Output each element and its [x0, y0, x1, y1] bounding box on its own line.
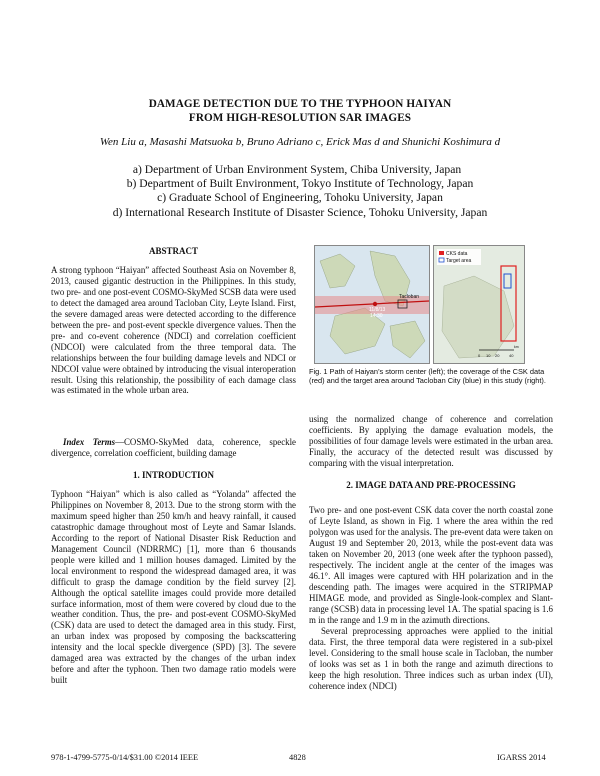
legend-csk-label: CKS data [446, 251, 468, 257]
title-line-1: DAMAGE DETECTION DUE TO THE TYPHOON HAIYAN [148, 98, 452, 110]
footer-page-number: 4828 [289, 753, 306, 762]
figure-storm-path-map [314, 245, 430, 364]
figure-caption: Fig. 1 Path of Haiyan’s storm center (left); the coverage of the CSK data (red) and the target area around Tacloban City (blue) in this study (right). [309, 367, 546, 386]
intro-body [51, 489, 296, 686]
authors: Wen Liu a, Masashi Matsuoka b, Bruno Adriano c, Erick Mas d and Shunichi Koshimura d [99, 136, 501, 148]
affiliations [0, 163, 600, 220]
affiliation-b: b) Department of Built Environment, Tokyo Institute of Technology, Japan [126, 177, 474, 191]
legend-target-label: Target area [446, 258, 472, 264]
intro-text: Typhoon “Haiyan” which is also called as “Yolanda” affected the Philippines on November 8, 2013. Due to the strong storm with the maximum speed higher than 250 km/h and heavy rainfall, it caused catastrophic damage throughout most of Leyte and Samar Islands. According to the report of National Disaster Risk Reduction and Management Council (NDRRMC) [1], more than 6 thousands people were killed and 1 million houses damaged. Limited by the local environment to respond the widespread damaged area, it was difficult to grasp the damage condition by the field survey [2]. Although the optical satellite images could provide more detailed surface information, most of them were covered by cloud due to the weather condition. Thus, the pre- and post-event COSMO-SkyMed (CSK) data are used to detect the damaged area in this study. First, an urban index was proposed by composing the backscattering intensity and the local speckle divergence (SPD) [3]. The severe damaged area was extracted by the changes of the urban index before and after the typhoon. Then two damage ratio models were built [51, 489, 296, 686]
section2-paragraph-1: Two pre- and one post-event CSK data cover the north coastal zone of Leyte Island, as shown in Fig. 1 where the area within the red polygon was used for the analysis. The pre-event data were taken on August 19 and September 20, 2013, while the post-event data was taken on November 20, 2013 (one week after the typhoon passed), respectively. The incident angle at the center of the images was 46.1°. All images were captured with HH polarization and in the descending path. The images were acquired in the STRIPMAP HIMAGE mode, and provided as Single-look-complex and Slant-range (SCSB) data in processing level 1A. The spatial spacing is 1.6 m in the range and 1.9 m in the azimuth directions. [309, 505, 553, 625]
abstract-heading: ABSTRACT [148, 246, 198, 256]
abstract-body [51, 265, 296, 396]
index-terms-text: —COSMO-SkyMed data, coherence, speckle divergence, correlation coefficient, building damage [51, 437, 296, 458]
title-line-2: FROM HIGH-RESOLUTION SAR IMAGES [188, 112, 412, 124]
section2-body [309, 505, 553, 692]
map-label-tacloban: Tacloban [399, 294, 420, 300]
paper-title [0, 97, 600, 125]
section2-paragraph-2: Several preprocessing approaches were applied to the initial data. First, the three temporal data were registered in a sub-pixel level. Considering to the small house scale in Tacloban, the number of looks was set as 1 in both the range and azimuth directions to keep the high resolution. Three indices such as urban index (UI), coherence index (NDCI) [309, 626, 553, 692]
intro-heading: 1. INTRODUCTION [132, 470, 214, 480]
footer-conference: IGARSS 2014 [497, 753, 546, 762]
storm-center-marker [373, 302, 377, 306]
abstract-text: A strong typhoon “Haiyan” affected Southeast Asia on November 8, 2013, caused gigantic destruction in the Philippines. In this study, two pre- and one post-event COSMO-SkyMed SCSB data were used to detect the damaged area around Tacloban City, Leyte Island. First, the severe damaged areas were detected according to the difference between the pre- and post-event speckle divergence values. Then the pre- and co-event coherence (NDCI) and correlation coefficient (NDCOI) were calculated from the three temporal data. The relationships between the four building damage levels and NDCI or NDCOI value were obtained by introducing the visual interoperation result. Using this relationship, the possibility of each damage class was estimated in the whole urban area. [51, 265, 296, 396]
index-terms-label: Index Terms [63, 437, 116, 447]
coverage-svg [434, 246, 524, 363]
figure-coverage-map [433, 245, 525, 364]
map-label-time: 14:30 [370, 313, 383, 319]
section2-heading: 2. IMAGE DATA AND PRE-PROCESSING [346, 480, 516, 490]
right-top-body [309, 414, 553, 469]
scale-label-10: 10 [486, 353, 491, 358]
affiliation-d: d) International Research Institute of Disaster Science, Tohoku University, Japan [112, 205, 488, 219]
map-label-date: 11/8/13 [369, 307, 386, 313]
scale-unit: km [514, 345, 519, 349]
storm-path-svg [315, 246, 429, 363]
affiliation-a: a) Department of Urban Environment System, Chiba University, Japan [132, 163, 462, 176]
scale-label-20: 20 [495, 353, 500, 358]
affiliation-c: c) Graduate School of Engineering, Tohoku University, Japan [157, 191, 443, 205]
scale-label-0: 0 [478, 353, 481, 358]
footer-isbn: 978-1-4799-5775-0/14/$31.00 ©2014 IEEE [51, 753, 199, 762]
index-terms [51, 437, 296, 459]
legend-csk-swatch [439, 251, 444, 255]
scale-label-40: 40 [509, 353, 514, 358]
right-top-text: using the normalized change of coherence and correlation coefficients. By applying the damage evaluation models, the possibilities of four damage levels were estimated in the urban area. Finally, the accuracy of the detected result was discussed by comparing with the visual interpretation. [309, 414, 553, 468]
